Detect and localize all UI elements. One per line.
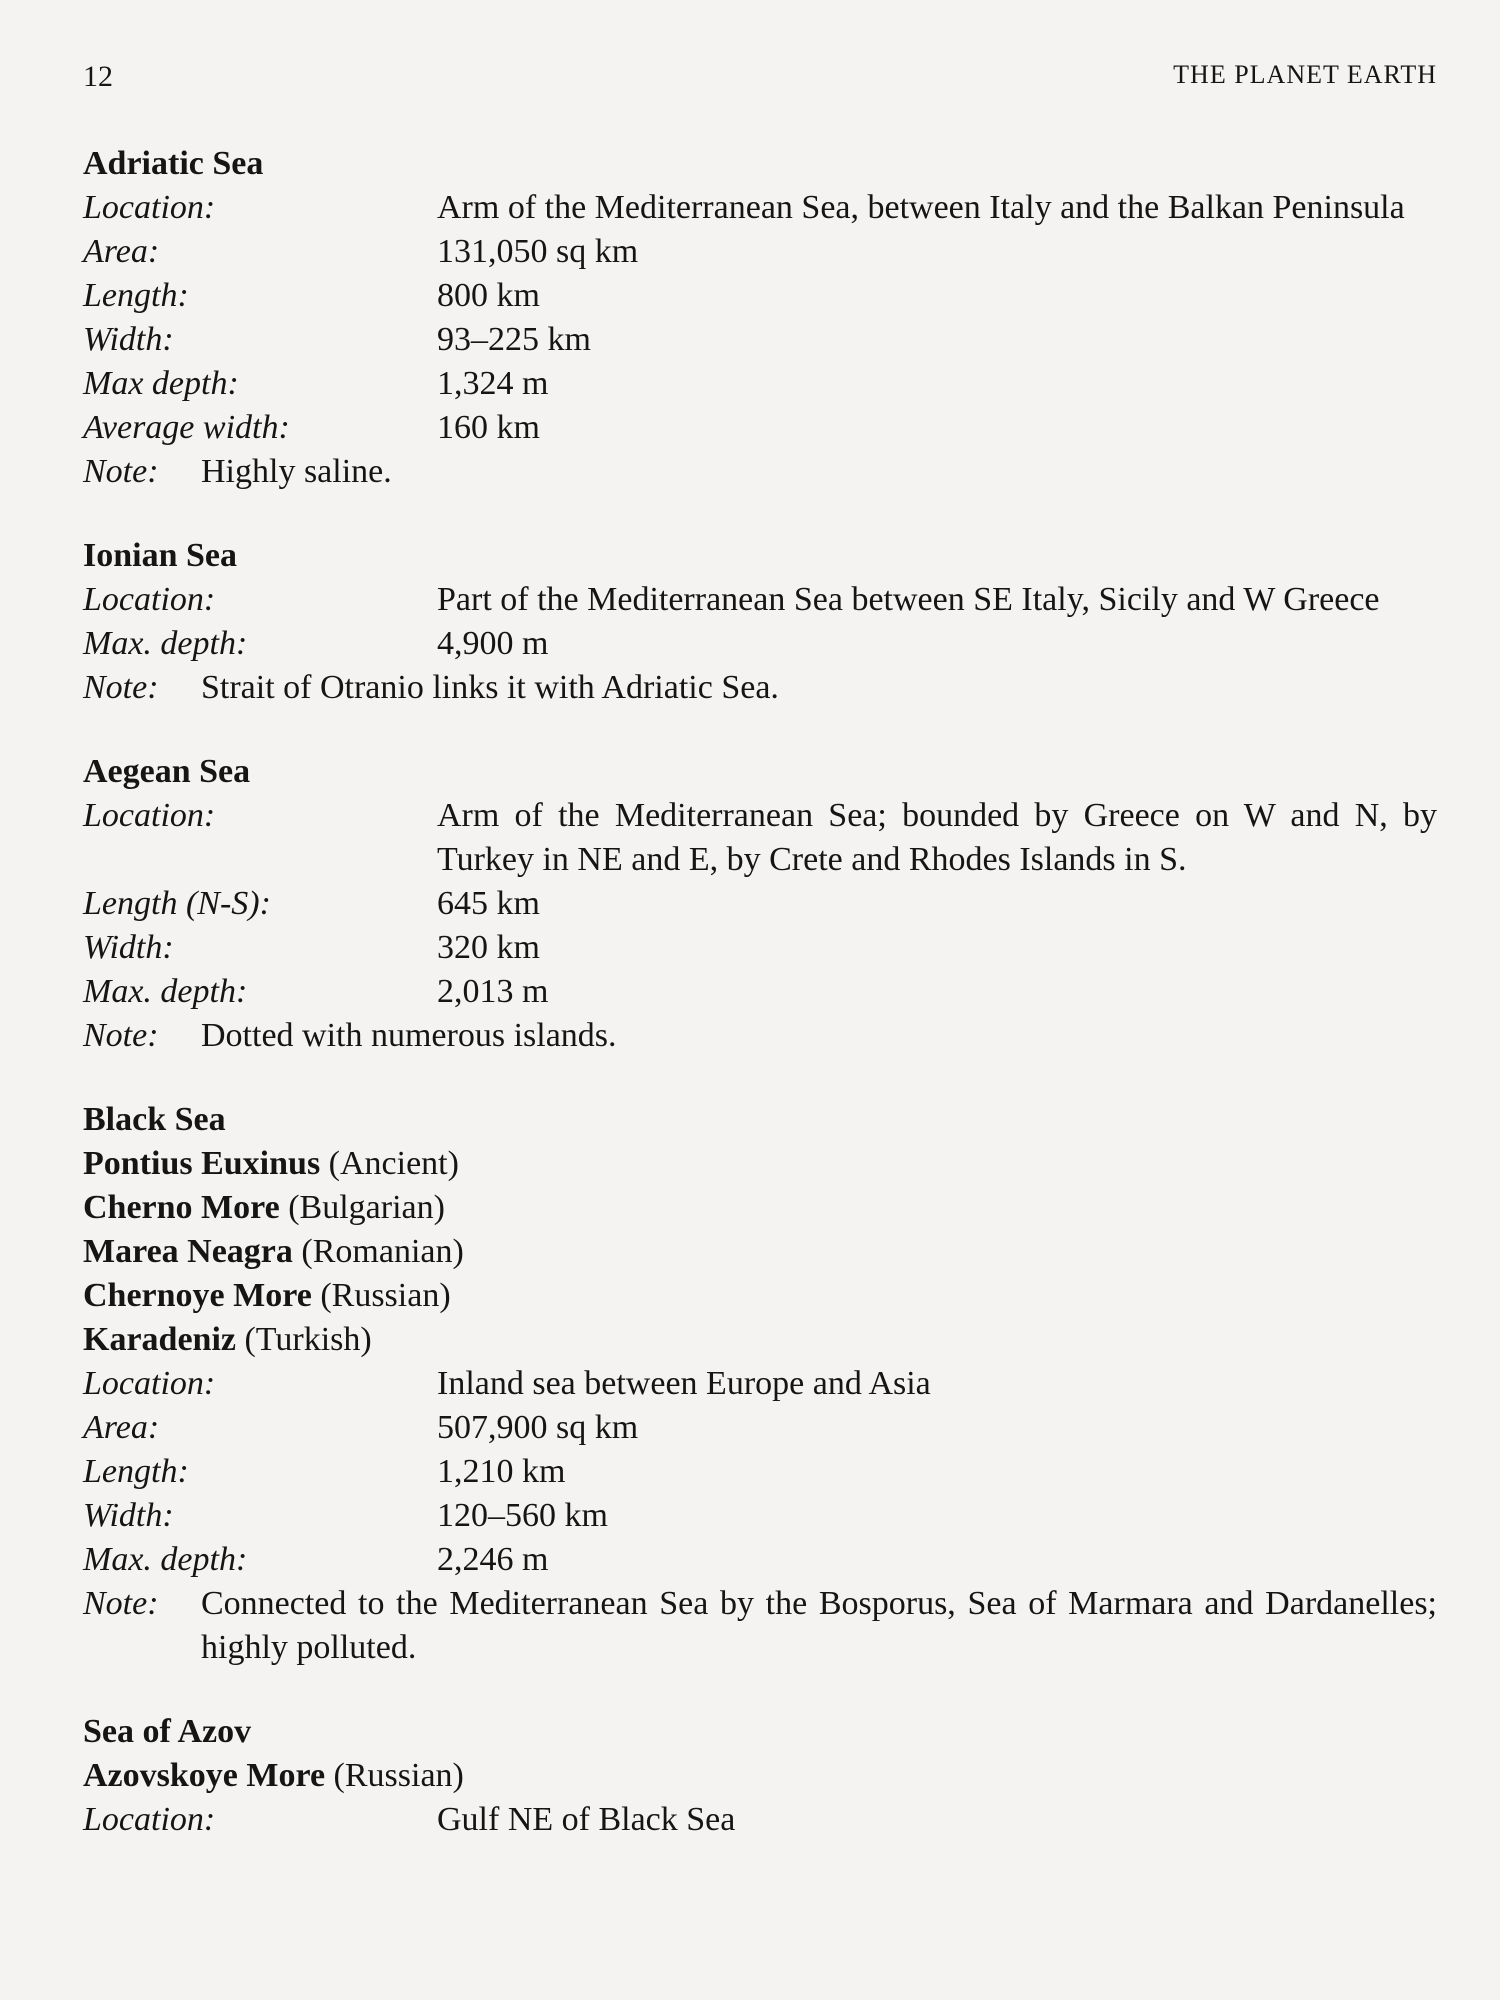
alt-name-language: (Romanian) [301, 1233, 464, 1270]
running-head: THE PLANET EARTH [1173, 60, 1437, 89]
field-row [83, 1538, 1437, 1582]
entry-title: Aegean Sea [83, 753, 251, 790]
note-row [83, 450, 1437, 494]
field-row [83, 230, 1437, 274]
entry-adriatic-sea [83, 142, 1437, 494]
field-value: 1,324 m [437, 365, 549, 402]
alt-name-text: Marea Neagra [83, 1233, 293, 1270]
note-label: Note: [83, 453, 159, 490]
field-value: 320 km [437, 929, 540, 966]
note-text: Highly saline. [201, 453, 392, 490]
field-label: Width: [83, 321, 174, 358]
field-label: Area: [83, 233, 160, 270]
field-value: 131,050 sq km [437, 233, 639, 270]
field-value: Part of the Mediterranean Sea between SE Italy, Sicily and W Greece [437, 581, 1380, 618]
field-label: Length: [83, 1453, 189, 1490]
field-label: Length: [83, 277, 189, 314]
field-value: Gulf NE of Black Sea [437, 1801, 736, 1838]
field-label: Max. depth: [83, 625, 248, 662]
note-text: Dotted with numerous islands. [201, 1017, 617, 1054]
field-row [83, 1798, 1437, 1842]
field-label: Location: [83, 581, 216, 618]
field-row [83, 882, 1437, 926]
note-text: Strait of Otranio links it with Adriatic Sea. [201, 669, 779, 706]
field-value: 93–225 km [437, 321, 591, 358]
alt-name-language: (Turkish) [244, 1321, 372, 1358]
field-row [83, 274, 1437, 318]
field-value: 800 km [437, 277, 540, 314]
entry-title: Adriatic Sea [83, 145, 264, 182]
alt-name-text: Chernoye More [83, 1277, 312, 1314]
alt-name [83, 1230, 1437, 1274]
alt-name-text: Azovskoye More [83, 1757, 326, 1794]
field-row [83, 1406, 1437, 1450]
entry-title: Ionian Sea [83, 537, 237, 574]
field-row [83, 970, 1437, 1014]
field-row [83, 1494, 1437, 1538]
field-label: Location: [83, 1365, 216, 1402]
alt-name-text: Cherno More [83, 1189, 280, 1226]
field-value: 120–560 km [437, 1497, 608, 1534]
field-row [83, 1362, 1437, 1406]
field-value: 507,900 sq km [437, 1409, 639, 1446]
field-row [83, 622, 1437, 666]
field-value: Arm of the Mediterranean Sea; bounded by Greece on W and N, by Turkey in NE and E, by Crete and Rhodes Islands in S. [437, 797, 1437, 878]
field-value: 2,013 m [437, 973, 549, 1010]
field-value: 1,210 km [437, 1453, 566, 1490]
page-number: 12 [83, 60, 113, 93]
note-row [83, 666, 1437, 710]
alt-name-language: (Russian) [320, 1277, 451, 1314]
note-text: Connected to the Mediterranean Sea by the Bosporus, Sea of Marmara and Dardanelles; highly polluted. [201, 1585, 1437, 1666]
note-label: Note: [83, 1585, 159, 1622]
alt-name [83, 1186, 1437, 1230]
alt-name-language: (Ancient) [328, 1145, 459, 1182]
note-row [83, 1014, 1437, 1058]
field-row [83, 362, 1437, 406]
note-label: Note: [83, 1017, 159, 1054]
field-row [83, 406, 1437, 450]
field-value: Arm of the Mediterranean Sea, between Italy and the Balkan Peninsula [437, 189, 1405, 226]
entry-title: Black Sea [83, 1101, 226, 1138]
entry-list [83, 142, 1437, 1882]
entry-aegean-sea [83, 750, 1437, 1058]
field-value: 4,900 m [437, 625, 549, 662]
alt-name-text: Pontius Euxinus [83, 1145, 321, 1182]
field-label: Location: [83, 797, 216, 834]
field-label: Location: [83, 189, 216, 226]
field-value: 645 km [437, 885, 540, 922]
alt-name [83, 1318, 1437, 1362]
field-label: Width: [83, 929, 174, 966]
field-row [83, 318, 1437, 362]
field-label: Max. depth: [83, 973, 248, 1010]
entry-sea-of-azov [83, 1710, 1437, 1842]
field-row [83, 578, 1437, 622]
alt-name [83, 1754, 1437, 1798]
field-label: Width: [83, 1497, 174, 1534]
note-label: Note: [83, 669, 159, 706]
field-label: Location: [83, 1801, 216, 1838]
field-value: 160 km [437, 409, 540, 446]
field-row [83, 1450, 1437, 1494]
field-row [83, 926, 1437, 970]
field-label: Area: [83, 1409, 160, 1446]
entry-ionian-sea [83, 534, 1437, 710]
field-value: Inland sea between Europe and Asia [437, 1365, 931, 1402]
entry-black-sea [83, 1098, 1437, 1670]
alt-name-language: (Russian) [333, 1757, 464, 1794]
field-row [83, 186, 1437, 230]
alt-name-text: Karadeniz [83, 1321, 236, 1358]
alt-name [83, 1142, 1437, 1186]
field-value: 2,246 m [437, 1541, 549, 1578]
field-label: Length (N-S): [83, 885, 271, 922]
field-label: Max depth: [83, 365, 239, 402]
field-row [83, 794, 1437, 882]
field-label: Max. depth: [83, 1541, 248, 1578]
entry-title: Sea of Azov [83, 1713, 252, 1750]
note-row [83, 1582, 1437, 1670]
alt-name-language: (Bulgarian) [288, 1189, 445, 1226]
alt-name [83, 1274, 1437, 1318]
field-label: Average width: [83, 409, 290, 446]
